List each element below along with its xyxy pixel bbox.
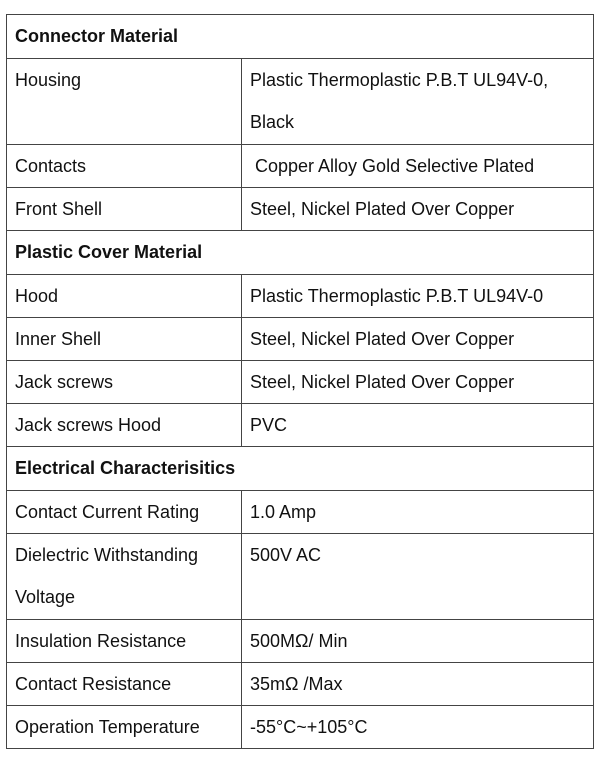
table-row [7, 275, 594, 318]
table-row [7, 59, 594, 145]
row-value: 500V AC [242, 534, 594, 620]
row-label: Jack screws [7, 361, 242, 404]
table-row [7, 404, 594, 447]
row-value: Copper Alloy Gold Selective Plated [242, 145, 594, 188]
table-row [7, 663, 594, 706]
row-label: Contacts [7, 145, 242, 188]
row-label: Contact Resistance [7, 663, 242, 706]
row-value: 35mΩ /Max [242, 663, 594, 706]
row-value: Plastic Thermoplastic P.B.T UL94V-0, Black [242, 59, 594, 145]
row-value: Steel, Nickel Plated Over Copper [242, 361, 594, 404]
row-label: Inner Shell [7, 318, 242, 361]
section-title: Connector Material [7, 15, 594, 59]
row-label: Dielectric Withstanding Voltage [7, 534, 242, 620]
row-value: 500MΩ/ Min [242, 620, 594, 663]
section-title: Electrical Characterisitics [7, 447, 594, 491]
section-title: Plastic Cover Material [7, 231, 594, 275]
row-label: Housing [7, 59, 242, 145]
row-label: Insulation Resistance [7, 620, 242, 663]
row-label: Front Shell [7, 188, 242, 231]
table-row [7, 361, 594, 404]
row-label: Hood [7, 275, 242, 318]
row-label: Contact Current Rating [7, 491, 242, 534]
row-value: Plastic Thermoplastic P.B.T UL94V-0 [242, 275, 594, 318]
row-label: Jack screws Hood [7, 404, 242, 447]
row-value: PVC [242, 404, 594, 447]
table-row [7, 145, 594, 188]
table-row [7, 188, 594, 231]
table-row [7, 534, 594, 620]
table-row [7, 706, 594, 749]
table-row [7, 620, 594, 663]
row-value: -55°C~+105°C [242, 706, 594, 749]
spec-table [6, 14, 594, 749]
row-value: Steel, Nickel Plated Over Copper [242, 188, 594, 231]
row-value: Steel, Nickel Plated Over Copper [242, 318, 594, 361]
table-row [7, 318, 594, 361]
table-row [7, 491, 594, 534]
section-header-plastic-cover-material [7, 231, 594, 275]
section-header-connector-material [7, 15, 594, 59]
row-value: 1.0 Amp [242, 491, 594, 534]
row-label: Operation Temperature [7, 706, 242, 749]
section-header-electrical-characteristics [7, 447, 594, 491]
